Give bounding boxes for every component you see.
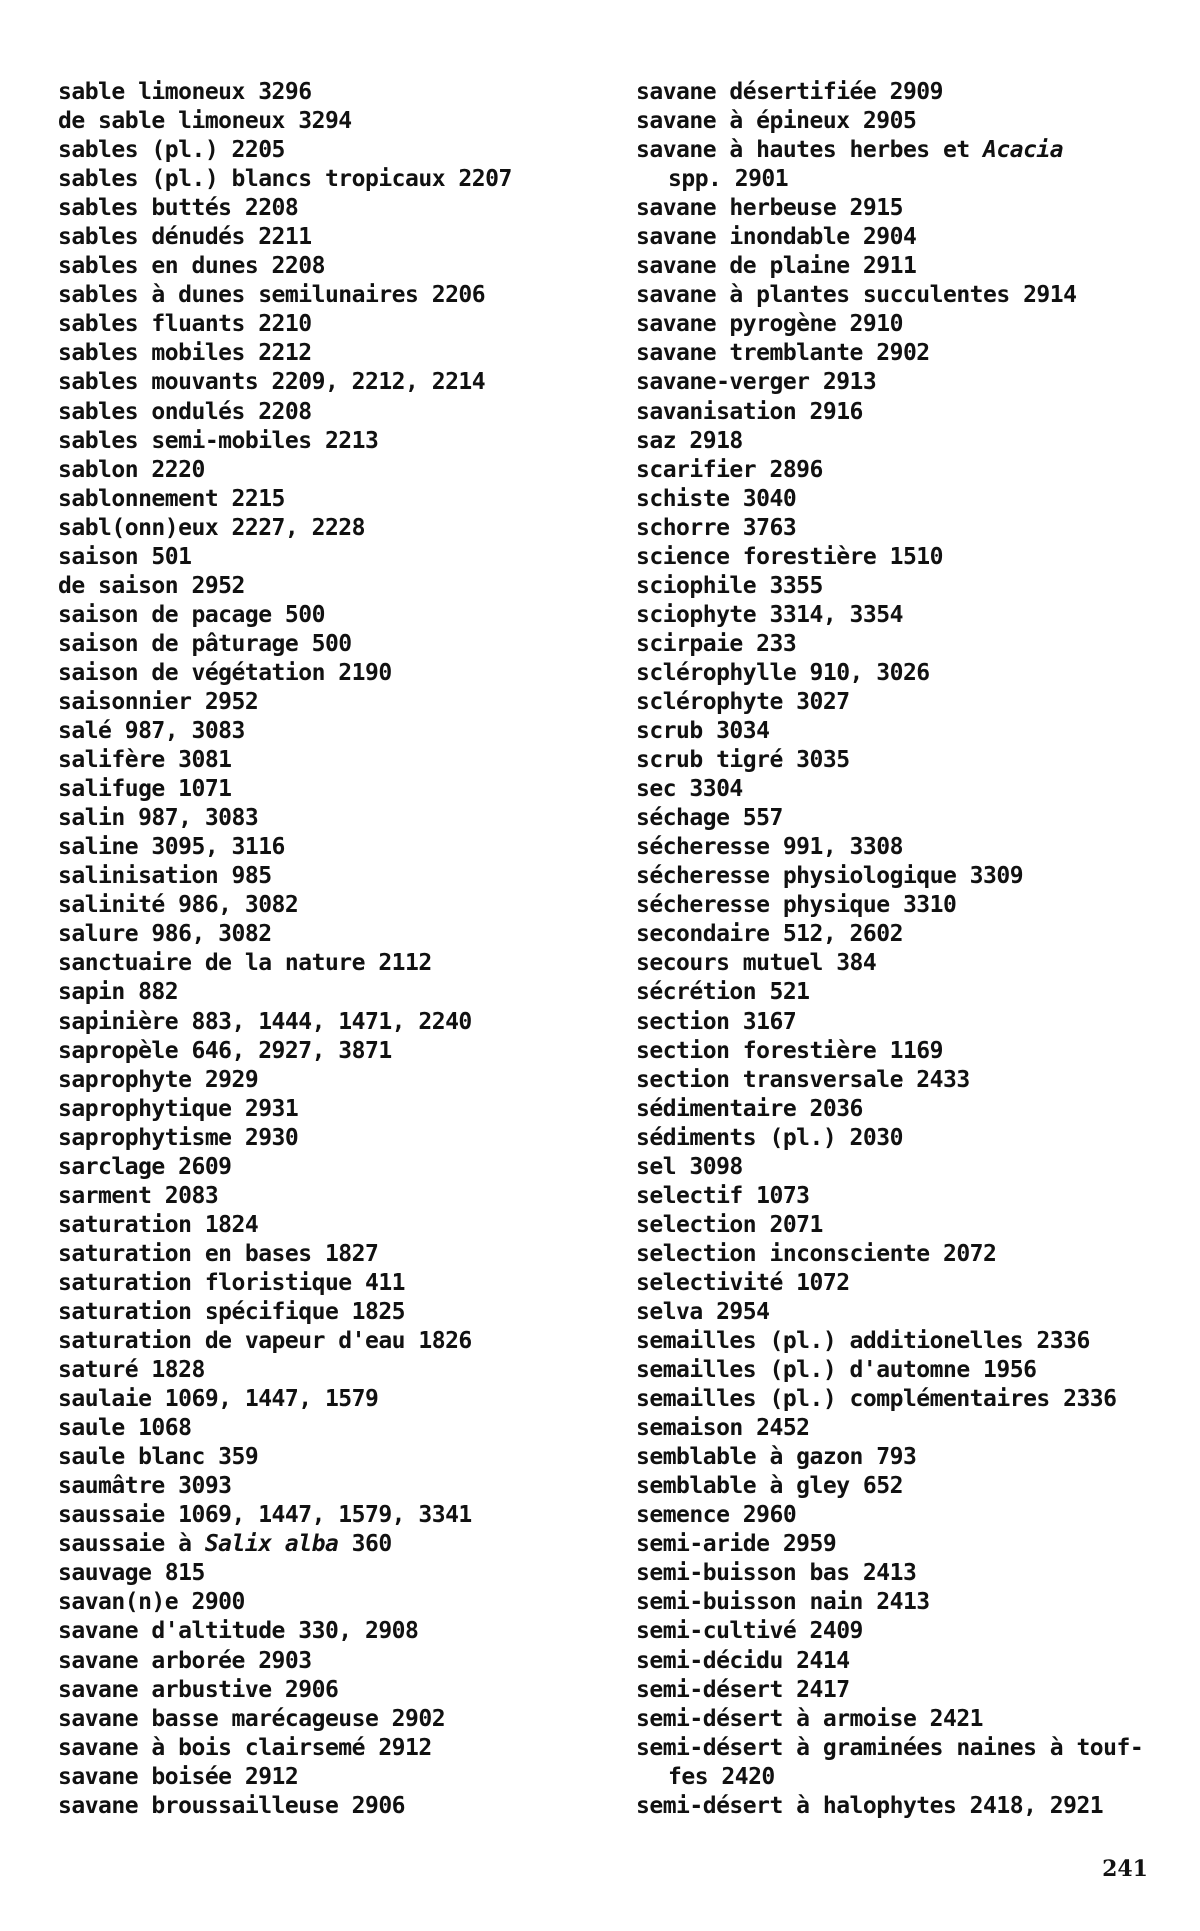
index-entry: secours mutuel 384 [636, 950, 877, 977]
index-entry: scirpaie 233 [636, 630, 797, 657]
index-entry: salin 987, 3083 [58, 805, 259, 832]
index-entry: sec 3304 [636, 776, 743, 803]
index-entry: semblable à gazon 793 [636, 1444, 917, 1471]
index-entry: sables ondulés 2208 [58, 398, 312, 425]
page-number: 241 [1102, 1856, 1148, 1882]
index-entry: sable limoneux 3296 [58, 79, 312, 105]
index-entry: semi-cultivé 2409 [636, 1618, 863, 1645]
index-entry: saprophytique 2931 [58, 1095, 299, 1122]
index-entry: sables fluants 2210 [58, 311, 312, 338]
index-entry: sables buttés 2208 [58, 195, 299, 222]
index-entry: sauvage 815 [58, 1560, 205, 1587]
index-column-left [58, 78, 618, 1821]
index-entry: sciophyte 3314, 3354 [636, 601, 903, 628]
index-column-right [636, 78, 1176, 1821]
index-entry: sécheresse physiologique 3309 [636, 863, 1024, 890]
index-entry: savane boisée 2912 [58, 1763, 299, 1790]
index-entry: fes 2420 [668, 1763, 775, 1790]
index-entry: savane pyrogène 2910 [636, 311, 903, 338]
index-entry: sables à dunes semilunaires 2206 [58, 282, 486, 309]
index-entry: sédiments (pl.) 2030 [636, 1124, 903, 1151]
index-entry: savan(n)e 2900 [58, 1589, 245, 1616]
index-entry: saturation en bases 1827 [58, 1240, 379, 1267]
entry-italic-term: Salix alba [204, 1531, 339, 1558]
index-entry: semailles (pl.) additionelles 2336 [636, 1328, 1090, 1355]
entry-italic-term: Acacia [983, 137, 1064, 164]
entry-text: 360 [338, 1531, 392, 1558]
index-entry: selectivité 1072 [636, 1269, 850, 1296]
index-entry: schorre 3763 [636, 514, 797, 541]
index-entry: selection 2071 [636, 1211, 823, 1238]
index-entry: savane de plaine 2911 [636, 253, 917, 280]
index-entry: science forestière 1510 [636, 543, 943, 570]
index-entry: section forestière 1169 [636, 1037, 943, 1064]
index-entry: séchage 557 [636, 805, 783, 832]
index-entry: salure 986, 3082 [58, 921, 272, 948]
index-entry: semi-désert à graminées naines à touf- [636, 1734, 1144, 1761]
index-entry: spp. 2901 [668, 166, 789, 193]
index-entry: semi-buisson bas 2413 [636, 1560, 917, 1587]
index-entry: section 3167 [636, 1008, 797, 1035]
index-entry: sclérophyte 3027 [636, 688, 850, 715]
index-entry: saz 2918 [636, 427, 743, 454]
index-entry: sel 3098 [636, 1153, 743, 1180]
index-entry: sécheresse 991, 3308 [636, 834, 903, 861]
index-entry: selection inconsciente 2072 [636, 1240, 997, 1267]
entry-text: savane à hautes herbes et [636, 137, 984, 164]
index-entry [58, 1530, 618, 1559]
index-entry: semi-désert à halophytes 2418, 2921 [636, 1792, 1104, 1819]
index-entry: semi-aride 2959 [636, 1531, 837, 1558]
index-entry: semence 2960 [636, 1502, 797, 1529]
index-entry: saturation de vapeur d'eau 1826 [58, 1328, 472, 1355]
index-entry: sables dénudés 2211 [58, 224, 312, 251]
index-entry: scrub 3034 [636, 718, 770, 745]
index-entry: schiste 3040 [636, 485, 797, 512]
index-entry: sablon 2220 [58, 456, 205, 483]
index-entry: salé 987, 3083 [58, 718, 245, 745]
index-entry: saison de pacage 500 [58, 601, 325, 628]
index-entry: sables en dunes 2208 [58, 253, 325, 280]
index-entry: semi-désert 2417 [636, 1676, 850, 1703]
index-entry: semblable à gley 652 [636, 1473, 903, 1500]
index-entry: saturé 1828 [58, 1357, 205, 1384]
entry-text: saussaie à [58, 1531, 205, 1558]
index-entry: savane à épineux 2905 [636, 108, 917, 135]
index-entry: sabl(onn)eux 2227, 2228 [58, 514, 365, 541]
index-entry: saison de végétation 2190 [58, 659, 392, 686]
index-entry: scarifier 2896 [636, 456, 823, 483]
index-entry: sapin 882 [58, 979, 179, 1006]
index-entry: sclérophylle 910, 3026 [636, 659, 930, 686]
index-entry: saulaie 1069, 1447, 1579 [58, 1386, 379, 1413]
index-entry: savane tremblante 2902 [636, 340, 930, 367]
index-entry: saisonnier 2952 [58, 688, 259, 715]
index-entry: saturation floristique 411 [58, 1269, 406, 1296]
index-entry: semailles (pl.) complémentaires 2336 [636, 1386, 1117, 1413]
index-entry: salinisation 985 [58, 863, 272, 890]
index-entry: salifuge 1071 [58, 776, 232, 803]
index-entry: selectif 1073 [636, 1182, 810, 1209]
index-entry: section transversale 2433 [636, 1066, 970, 1093]
index-entry: sables semi-mobiles 2213 [58, 427, 379, 454]
index-entry: salifère 3081 [58, 747, 232, 774]
index-entry: semi-décidu 2414 [636, 1647, 850, 1674]
index-entry: savanisation 2916 [636, 398, 863, 425]
index-entry: sciophile 3355 [636, 572, 823, 599]
index-entry: saule blanc 359 [58, 1444, 259, 1471]
index-entry: saprophyte 2929 [58, 1066, 259, 1093]
index-entry: savane inondable 2904 [636, 224, 917, 251]
index-entry: scrub tigré 3035 [636, 747, 850, 774]
index-entry: de saison 2952 [58, 572, 245, 599]
index-entry: savane à plantes succulentes 2914 [636, 282, 1077, 309]
index-entry: savane basse marécageuse 2902 [58, 1705, 446, 1732]
index-entry: sablonnement 2215 [58, 485, 285, 512]
index-entry: savane arborée 2903 [58, 1647, 312, 1674]
index-entry: semi-buisson nain 2413 [636, 1589, 930, 1616]
index-entry: sarment 2083 [58, 1182, 219, 1209]
index-entry: sédimentaire 2036 [636, 1095, 863, 1122]
index-entry: semi-désert à armoise 2421 [636, 1705, 984, 1732]
index-entry: semailles (pl.) d'automne 1956 [636, 1357, 1037, 1384]
index-entry: de sable limoneux 3294 [58, 108, 352, 135]
index-entry: saturation spécifique 1825 [58, 1298, 406, 1325]
index-entry: savane d'altitude 330, 2908 [58, 1618, 419, 1645]
index-entry: sables (pl.) 2205 [58, 137, 285, 164]
index-entry: saison 501 [58, 543, 192, 570]
index-entry: sapropèle 646, 2927, 3871 [58, 1037, 392, 1064]
index-entry: sécrétion 521 [636, 979, 810, 1006]
index-entry: sables mouvants 2209, 2212, 2214 [58, 369, 486, 396]
index-entry: saline 3095, 3116 [58, 834, 285, 861]
index-entry: sécheresse physique 3310 [636, 892, 957, 919]
index-entry: savane désertifiée 2909 [636, 79, 943, 105]
index-entry: sarclage 2609 [58, 1153, 232, 1180]
index-entry: salinité 986, 3082 [58, 892, 299, 919]
index-entry: saumâtre 3093 [58, 1473, 232, 1500]
index-entry: savane à bois clairsemé 2912 [58, 1734, 432, 1761]
index-entry: savane arbustive 2906 [58, 1676, 339, 1703]
index-entry: savane-verger 2913 [636, 369, 877, 396]
index-entry: savane herbeuse 2915 [636, 195, 903, 222]
index-entry: sables mobiles 2212 [58, 340, 312, 367]
index-entry: saule 1068 [58, 1415, 192, 1442]
index-entry: savane broussailleuse 2906 [58, 1792, 406, 1819]
index-entry [636, 136, 1176, 165]
index-entry: sanctuaire de la nature 2112 [58, 950, 432, 977]
index-entry: secondaire 512, 2602 [636, 921, 903, 948]
index-entry: sapinière 883, 1444, 1471, 2240 [58, 1008, 472, 1035]
index-entry: saturation 1824 [58, 1211, 259, 1238]
index-entry: saison de pâturage 500 [58, 630, 352, 657]
index-entry: semaison 2452 [636, 1415, 810, 1442]
index-entry: selva 2954 [636, 1298, 770, 1325]
index-entry: sables (pl.) blancs tropicaux 2207 [58, 166, 512, 193]
index-entry: saussaie 1069, 1447, 1579, 3341 [58, 1502, 472, 1529]
index-entry: saprophytisme 2930 [58, 1124, 299, 1151]
